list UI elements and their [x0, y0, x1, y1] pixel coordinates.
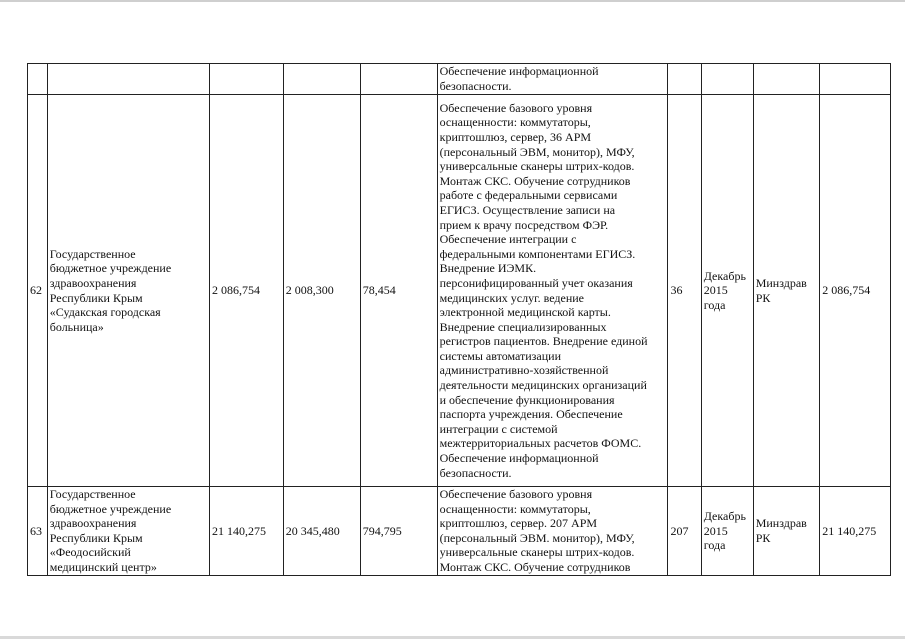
table-row: [28, 487, 891, 576]
cell-federal: [283, 64, 360, 95]
cell-regional: [360, 64, 437, 95]
cell-work-text: Обеспечение базового уровня оснащенности: коммутаторы, криптошлюз, сервер. 207 АРМ (персональный ЭВМ. монитор), МФУ, универсальные сканеры штрих-кодов. Монтаж СКС. Обучение сотрудников: [439, 487, 635, 574]
cell-organization: [47, 64, 209, 95]
cell-work: [437, 487, 668, 576]
cell-work: Обеспечение базового уровня оснащенности: коммутаторы, криптошлюз, сервер, 36 АРМ (персональный ЭВМ, монитор), МФУ, универсальные сканеры штрих-кодов. Монтаж СКС. Обучение сотрудников работе с федеральными сервисами ЕГИСЗ. Осуществление записи на прием к врачу посредством ФЭР. Обеспечение интеграции с федеральными компонентами ЕГИСЗ. Внедрение ИЭМК. персонифицированный учет оказания медицинских услуг. ведение электронной медицинской карты. Внедрение специализированных регистров пациентов. Внедрение единой системы автоматизации административно-хозяйственной деятельности медицинских организаций и обеспечение функционирования паспорта учреждения. Обеспечение интеграции с системой межтерриториальных расчетов ФОМС. Обеспечение информационной безопасности.: [437, 95, 668, 487]
cell-work: Обеспечение информационной безопасности.: [437, 64, 668, 95]
cell-financing: [820, 64, 891, 95]
cell-organization: Государственное бюджетное учреждение здравоохранения Республики Крым «Судакская городская больница»: [47, 95, 209, 487]
cell-quantity: 36: [668, 95, 701, 487]
cell-responsible: [753, 64, 820, 95]
cell-responsible: Минздрав РК: [753, 95, 820, 487]
budget-table: [27, 63, 891, 576]
cell-deadline: Декабрь 2015 года: [701, 95, 753, 487]
cell-organization: [47, 487, 209, 576]
cell-total: 21 140,275: [209, 487, 283, 576]
cell-federal: 2 008,300: [283, 95, 360, 487]
cell-deadline: Декабрь 2015 года: [701, 487, 753, 576]
cell-quantity: 207: [668, 487, 701, 576]
cell-total: 2 086,754: [209, 95, 283, 487]
cell-deadline: [701, 64, 753, 95]
cell-financing: 2 086,754: [820, 95, 891, 487]
cell-regional: 78,454: [360, 95, 437, 487]
scan-edge-top: [0, 0, 905, 2]
cell-number: 62: [28, 95, 48, 487]
cell-number: [28, 64, 48, 95]
cell-federal: 20 345,480: [283, 487, 360, 576]
table-row: [28, 95, 891, 487]
cell-total: [209, 64, 283, 95]
cell-responsible: Минздрав РК: [753, 487, 820, 576]
cell-number: 63: [28, 487, 48, 576]
cell-organization-text: Государственное бюджетное учреждение здравоохранения Республики Крым «Феодосийский медицинский центр»: [49, 487, 172, 574]
cell-financing: 21 140,275: [820, 487, 891, 576]
table-row-continued: [28, 64, 891, 95]
cell-regional: 794,795: [360, 487, 437, 576]
scan-edge-bottom: [0, 636, 905, 639]
cell-quantity: [668, 64, 701, 95]
